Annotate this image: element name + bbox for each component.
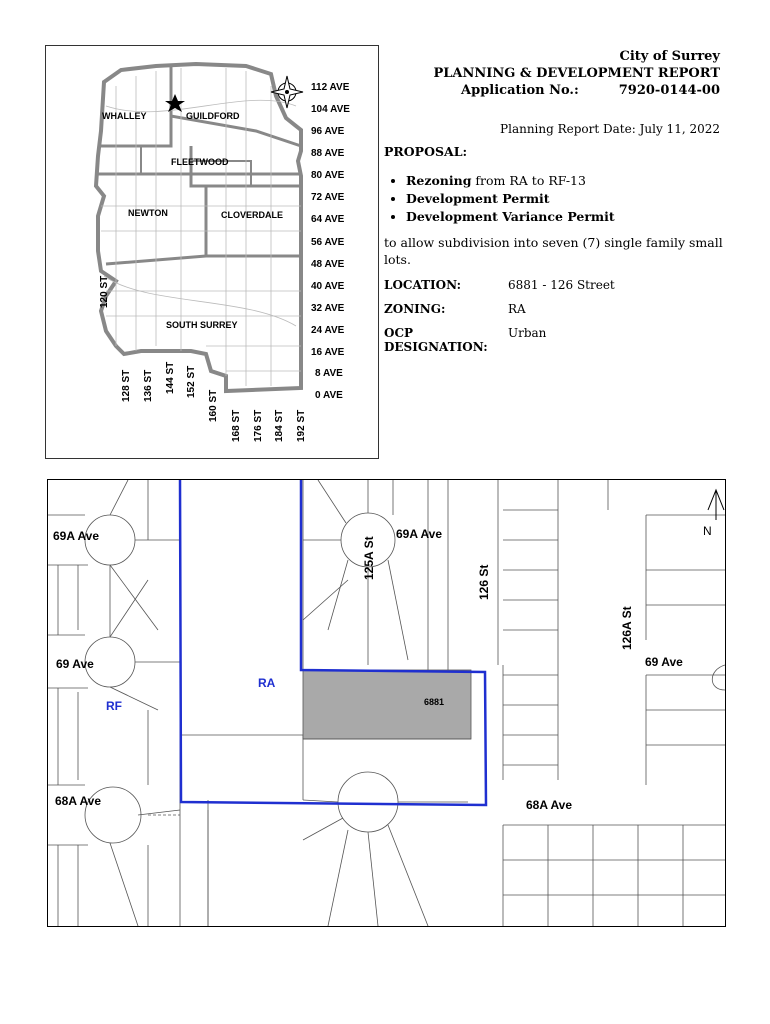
avenue-label: 64 AVE xyxy=(311,214,345,225)
site-map xyxy=(47,479,726,927)
avenue-label: 112 AVE xyxy=(311,82,350,93)
avenue-label: 24 AVE xyxy=(311,325,345,336)
avenue-label: 0 AVE xyxy=(315,390,343,401)
proposal-item-rest: from RA to RF-13 xyxy=(471,173,586,188)
street-label: 192 ST xyxy=(296,409,307,442)
street-label: 69A Ave xyxy=(396,527,443,541)
zone-label-ra: RA xyxy=(258,676,276,690)
avenue-label: 72 AVE xyxy=(311,192,345,203)
detail-value: 6881 - 126 Street xyxy=(508,278,615,292)
avenue-label: 40 AVE xyxy=(311,281,345,292)
street-label: 136 ST xyxy=(143,369,154,402)
street-label: 126 St xyxy=(477,564,491,600)
street-label: 184 ST xyxy=(274,409,285,442)
street-label: 152 ST xyxy=(186,365,197,398)
report-date: Planning Report Date: July 11, 2022 xyxy=(500,122,720,136)
application-label: Application No.: xyxy=(461,83,579,98)
site-map-drawing xyxy=(48,480,725,926)
area-newton: NEWTON xyxy=(128,208,168,218)
compass-rose-icon xyxy=(271,76,303,108)
avenue-label: 16 AVE xyxy=(311,347,345,358)
proposal-description: to allow subdivision into seven (7) single family small lots. xyxy=(384,235,723,267)
detail-key: ZONING: xyxy=(384,302,446,316)
area-south-surrey: SOUTH SURREY xyxy=(166,320,238,330)
key-map xyxy=(45,45,379,459)
report-title: PLANNING & DEVELOPMENT REPORT xyxy=(433,66,720,81)
street-label: 120 ST xyxy=(99,275,110,308)
north-label: N xyxy=(703,524,712,538)
area-cloverdale: CLOVERDALE xyxy=(221,210,284,220)
avenue-label: 32 AVE xyxy=(311,303,345,314)
street-label: 69 Ave xyxy=(645,655,683,669)
street-label: 128 ST xyxy=(121,369,132,402)
proposal-label: PROPOSAL: xyxy=(384,144,468,159)
avenue-label: 88 AVE xyxy=(311,148,345,159)
proposal-list xyxy=(384,173,724,224)
area-fleetwood: FLEETWOOD xyxy=(171,157,229,167)
street-label: 125A St xyxy=(362,536,376,580)
proposal-item xyxy=(406,209,724,224)
street-label: 126A St xyxy=(620,606,634,650)
proposal-item-bold: Development Permit xyxy=(406,191,550,206)
street-label: 68A Ave xyxy=(55,794,102,808)
detail-row xyxy=(384,302,724,316)
street-label: 176 ST xyxy=(253,409,264,442)
avenue-label: 96 AVE xyxy=(311,126,345,137)
area-guildford: GUILDFORD xyxy=(186,111,240,121)
avenue-label: 104 AVE xyxy=(311,104,350,115)
key-map-drawing xyxy=(46,46,378,458)
north-arrow-icon xyxy=(703,490,724,538)
detail-value: RA xyxy=(508,302,526,316)
application-number: 7920-0144-00 xyxy=(618,83,720,98)
lot-number: 6881 xyxy=(424,697,445,707)
street-label: 68A Ave xyxy=(526,798,573,812)
application-line xyxy=(434,82,720,99)
zone-label-rf: RF xyxy=(106,699,122,713)
city-name: City of Surrey xyxy=(619,49,720,64)
proposal-item-bold: Rezoning xyxy=(406,173,472,188)
proposal-item xyxy=(406,173,724,188)
proposal-section xyxy=(384,144,724,354)
subject-lot xyxy=(303,670,471,739)
street-label: 144 ST xyxy=(165,361,176,394)
street-label: 69 Ave xyxy=(56,657,94,671)
street-label: 160 ST xyxy=(208,389,219,422)
street-label: 168 ST xyxy=(231,409,242,442)
avenue-label: 80 AVE xyxy=(311,170,345,181)
detail-key: OCP DESIGNATION: xyxy=(384,326,488,354)
avenue-label: 8 AVE xyxy=(315,368,343,379)
detail-key: LOCATION: xyxy=(384,278,462,292)
detail-value: Urban xyxy=(508,326,547,340)
avenue-label: 56 AVE xyxy=(311,237,345,248)
street-label: 69A Ave xyxy=(53,529,100,543)
proposal-item xyxy=(406,191,724,206)
detail-row xyxy=(384,278,724,292)
detail-row xyxy=(384,326,724,354)
avenue-label: 48 AVE xyxy=(311,259,345,270)
area-whalley: WHALLEY xyxy=(102,111,147,121)
report-header xyxy=(434,48,720,99)
proposal-item-bold: Development Variance Permit xyxy=(406,209,615,224)
